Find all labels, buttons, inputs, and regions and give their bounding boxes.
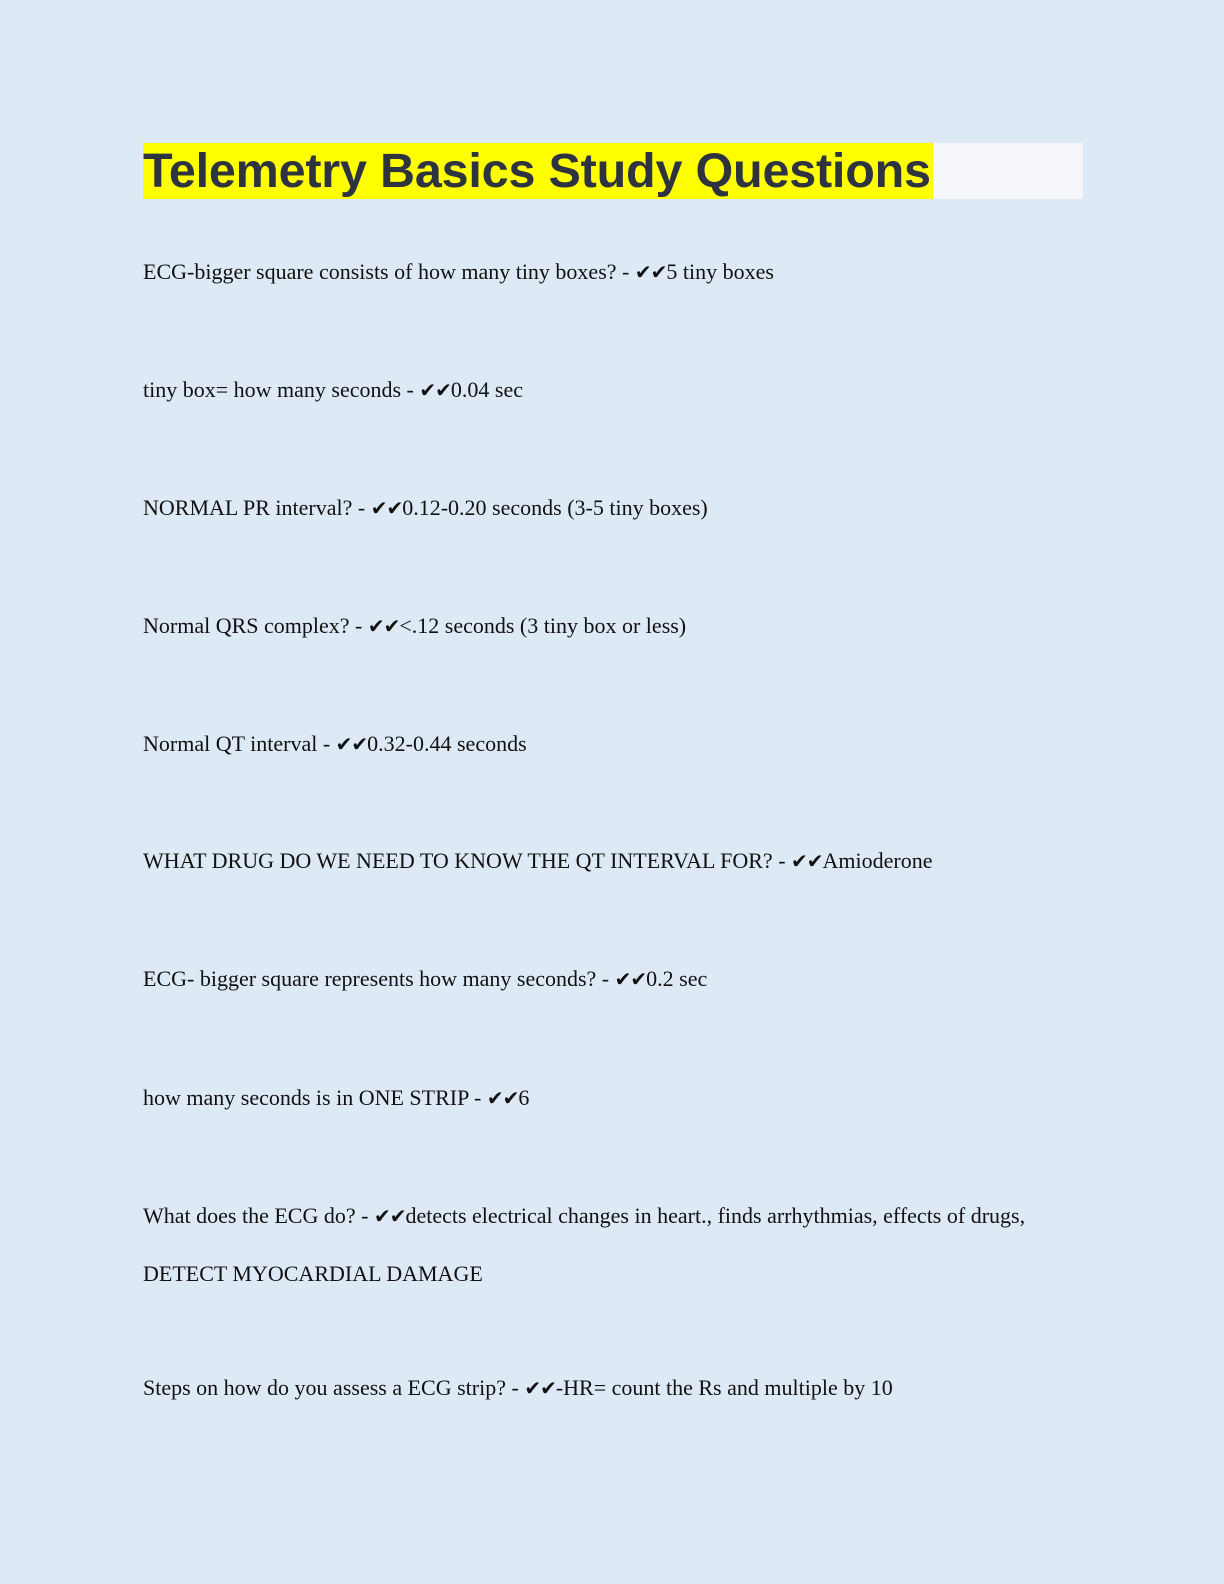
- answer-text: 6: [518, 1085, 530, 1110]
- qa-item: [143, 715, 1063, 773]
- question-text: WHAT DRUG DO WE NEED TO KNOW THE QT INTERVAL FOR? -: [143, 848, 792, 873]
- double-check-icon: ✔✔: [524, 1376, 556, 1400]
- question-text: What does the ECG do? -: [143, 1203, 374, 1228]
- qa-item: [143, 832, 1063, 890]
- answer-text: 0.2 sec: [646, 966, 708, 991]
- qa-item: [143, 1069, 1063, 1127]
- answer-text: Amioderone: [822, 848, 933, 873]
- answer-text: 5 tiny boxes: [666, 259, 774, 284]
- answer-text: 0.32-0.44 seconds: [367, 731, 527, 756]
- double-check-icon: ✔✔: [419, 378, 451, 402]
- question-text: Steps on how do you assess a ECG strip? -: [143, 1375, 525, 1400]
- double-check-icon: ✔✔: [373, 1204, 406, 1228]
- question-text: tiny box= how many seconds -: [143, 377, 420, 402]
- qa-item: [143, 1187, 1063, 1303]
- answer-text: 0.04 sec: [450, 377, 523, 402]
- question-text: Normal QT interval -: [143, 731, 336, 756]
- question-text: NORMAL PR interval? -: [143, 495, 371, 520]
- qa-item: [143, 361, 1063, 419]
- qa-item: [143, 479, 1063, 537]
- qa-item: [143, 243, 1063, 301]
- answer-text: <.12 seconds (3 tiny box or less): [399, 613, 687, 638]
- question-text: ECG-bigger square consists of how many tiny boxes? -: [143, 259, 635, 284]
- qa-item: [143, 1359, 1063, 1417]
- double-check-icon: ✔✔: [634, 260, 667, 284]
- double-check-icon: ✔✔: [614, 967, 647, 991]
- double-check-icon: ✔✔: [486, 1086, 519, 1110]
- double-check-icon: ✔✔: [791, 849, 823, 873]
- double-check-icon: ✔✔: [335, 732, 368, 756]
- question-text: how many seconds is in ONE STRIP -: [143, 1085, 487, 1110]
- double-check-icon: ✔✔: [367, 614, 400, 638]
- qa-item: [143, 597, 1063, 655]
- question-text: ECG- bigger square represents how many seconds? -: [143, 966, 615, 991]
- qa-item: [143, 950, 1063, 1008]
- answer-text: 0.12-0.20 seconds (3-5 tiny boxes): [402, 495, 708, 520]
- answer-text: -HR= count the Rs and multiple by 10: [555, 1375, 893, 1400]
- answer-text: detects electrical changes in heart., finds arrhythmias, effects of drugs, DETECT MYOCARDIAL DAMAGE: [143, 1203, 1026, 1286]
- question-text: Normal QRS complex? -: [143, 613, 368, 638]
- page-title: Telemetry Basics Study Questions: [143, 144, 931, 198]
- double-check-icon: ✔✔: [370, 496, 403, 520]
